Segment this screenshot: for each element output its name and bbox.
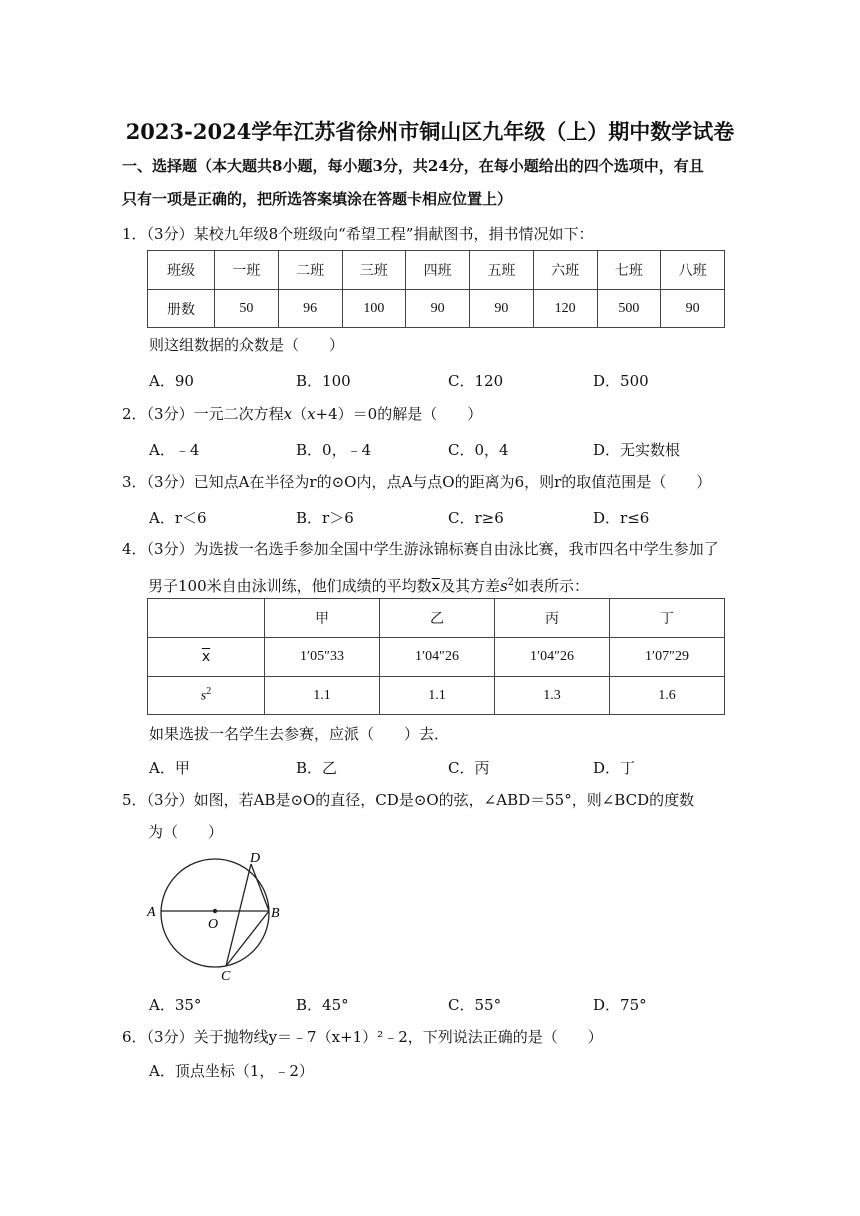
question-4-table — [147, 598, 725, 715]
option-a: A．﹣4 — [149, 441, 200, 459]
table-cell: 1′07″29 — [610, 638, 725, 677]
table-header-cell: 六班 — [533, 251, 597, 290]
table-header-cell: 一班 — [215, 251, 279, 290]
table-header-cell: 丁 — [610, 599, 725, 638]
stem-text: 男子100米自由泳训练，他们成绩的平均数 — [148, 577, 432, 595]
option-b: B．45° — [296, 996, 349, 1014]
section-heading-line1: 一、选择题（本大题共8小题，每小题3分，共24分，在每小题给出的四个选项中，有且 — [122, 157, 704, 175]
option-a: A．甲 — [149, 759, 190, 777]
superscript: 2 — [206, 686, 212, 698]
label-c: C — [221, 969, 231, 984]
stem-text: +4）＝0的解是（ ） — [315, 405, 483, 423]
label-d: D — [250, 851, 261, 866]
table-header-cell: 班级 — [148, 251, 215, 290]
option-c: C．丙 — [448, 759, 490, 777]
question-2-stem — [122, 404, 482, 424]
table-cell: 100 — [342, 290, 406, 328]
variance-symbol: s — [499, 577, 508, 595]
question-4-line2 — [148, 573, 589, 597]
option-d: D．r≤6 — [593, 509, 650, 527]
option-d: D．75° — [593, 996, 647, 1014]
label-a: A — [147, 905, 156, 920]
table-row-label — [148, 677, 265, 715]
variable-x: x — [283, 405, 293, 423]
option-b: B．100 — [296, 372, 351, 390]
table-header-cell: 五班 — [470, 251, 534, 290]
question-4-follow: 如果选拔一名学生去参赛，应派（ ）去． — [149, 725, 450, 743]
circle-diagram — [140, 848, 300, 988]
table-row-label — [148, 638, 265, 677]
stem-text: 如表所示： — [514, 577, 590, 595]
table-cell: 90 — [661, 290, 725, 328]
table-header-cell: 四班 — [406, 251, 470, 290]
question-4-line1: 4．（3分）为选拔一名选手参加全国中学生游泳锦标赛自由泳比赛，我市四名中学生参加了 — [122, 540, 719, 558]
table-cell: 1′05″33 — [265, 638, 380, 677]
superscript: 2 — [507, 577, 515, 588]
table-cell: 1.1 — [265, 677, 380, 715]
table-cell: 1′04″26 — [495, 638, 610, 677]
option-c: C．0，4 — [448, 441, 509, 459]
variable-x: x — [307, 405, 316, 423]
option-b: B．0，﹣4 — [296, 441, 372, 459]
table-cell: 1.6 — [610, 677, 725, 715]
question-1-table — [147, 250, 725, 328]
table-cell: 120 — [533, 290, 597, 328]
question-6-stem: 6．（3分）关于抛物线y＝﹣7（x+1）²﹣2，下列说法正确的是（ ） — [122, 1028, 603, 1046]
mean-symbol: $\overline{x}$ — [201, 648, 211, 665]
option-d: D．无实数根 — [593, 441, 681, 459]
question-1-follow: 则这组数据的众数是（ ） — [149, 336, 345, 354]
table-header-cell: 三班 — [342, 251, 406, 290]
option-d: D．500 — [593, 372, 649, 390]
table-header-cell: 七班 — [597, 251, 661, 290]
option-b: B．乙 — [296, 759, 338, 777]
table-cell: 90 — [470, 290, 534, 328]
page-title: 2023-2024学年江苏省徐州市铜山区九年级（上）期中数学试卷 — [125, 119, 735, 144]
mean-symbol: $\overline{x}$ — [431, 579, 440, 595]
label-b: B — [271, 906, 280, 921]
table-cell: 50 — [215, 290, 279, 328]
option-a: A．35° — [149, 996, 202, 1014]
center-point — [213, 909, 217, 913]
option-a: A．r＜6 — [149, 509, 207, 527]
option-c: C．r≥6 — [448, 509, 504, 527]
option-b: B．r＞6 — [296, 509, 354, 527]
table-header-cell: 甲 — [265, 599, 380, 638]
table-cell: 500 — [597, 290, 661, 328]
variance-symbol: s — [200, 688, 207, 704]
table-cell: 90 — [406, 290, 470, 328]
table-cell: 1.1 — [380, 677, 495, 715]
label-o: O — [208, 917, 219, 932]
table-cell: 册数 — [148, 290, 215, 328]
question-1-stem: 1．（3分）某校九年级8个班级向“希望工程”捐献图书，捐书情况如下： — [122, 225, 594, 243]
table-cell: 96 — [278, 290, 342, 328]
stem-text: 2．（3分）一元二次方程 — [122, 405, 284, 423]
table-header-cell: 丙 — [495, 599, 610, 638]
option-a: A．顶点坐标（1，﹣2） — [149, 1062, 314, 1080]
section-heading-line2: 只有一项是正确的，把所选答案填涂在答题卡相应位置上） — [122, 190, 513, 208]
option-c: C．120 — [448, 372, 504, 390]
stem-text: （ — [292, 405, 308, 423]
table-header-cell: 乙 — [380, 599, 495, 638]
table-cell: 1.3 — [495, 677, 610, 715]
option-a: A．90 — [149, 372, 194, 390]
question-5-line2: 为（ ） — [148, 823, 224, 841]
stem-text: 及其方差 — [439, 577, 500, 595]
table-cell: 1′04″26 — [380, 638, 495, 677]
option-d: D．丁 — [593, 759, 636, 777]
segment-bd — [251, 864, 269, 911]
table-header-cell — [148, 599, 265, 638]
table-header-cell: 八班 — [661, 251, 725, 290]
option-c: C．55° — [448, 996, 502, 1014]
table-header-cell: 二班 — [278, 251, 342, 290]
question-5-line1: 5．（3分）如图，若AB是⊙O的直径，CD是⊙O的弦，∠ABD＝55°，则∠BCD的度数 — [122, 791, 695, 809]
question-3-stem: 3．（3分）已知点A在半径为r的⊙O内，点A与点O的距离为6，则r的取值范围是（ ） — [122, 473, 712, 491]
